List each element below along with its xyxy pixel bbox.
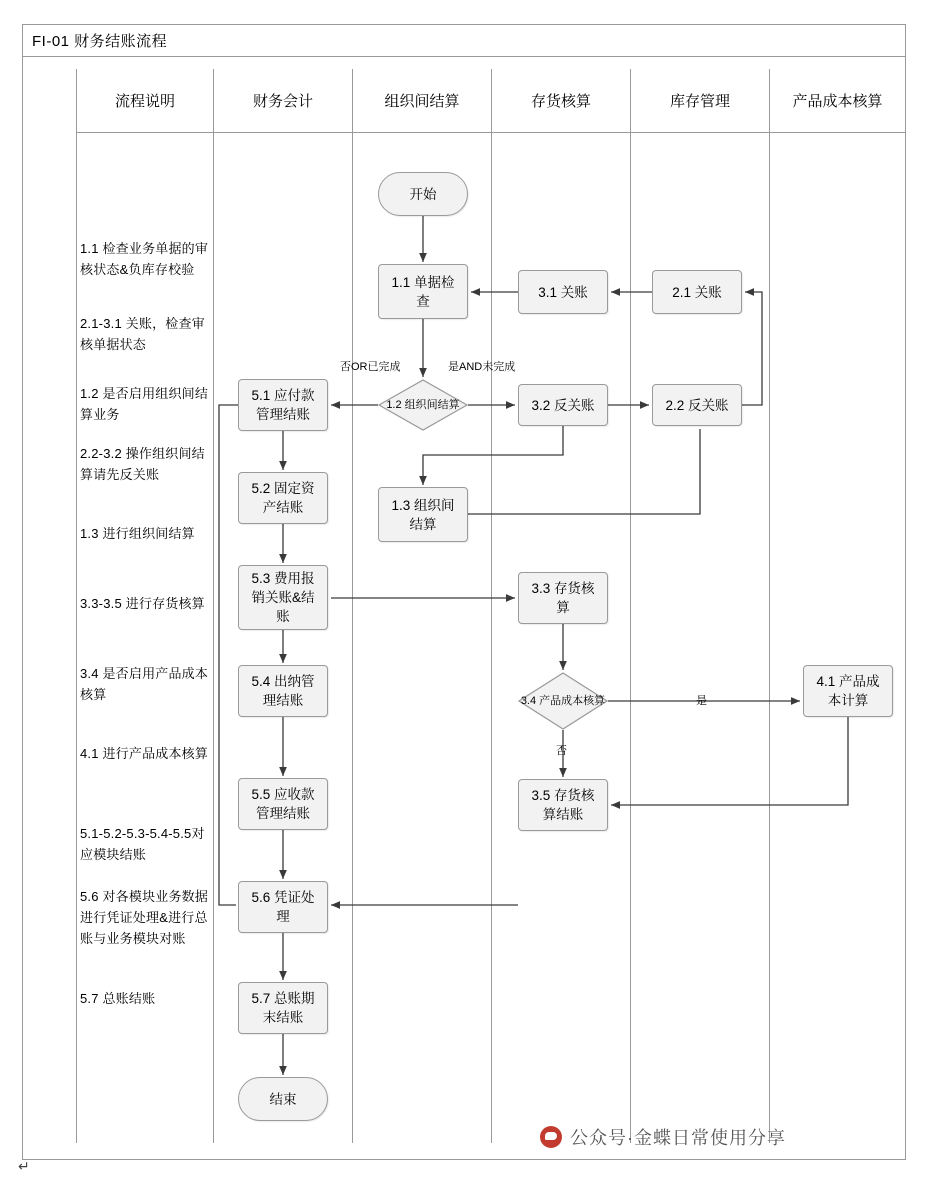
lane-label: 库存管理: [669, 93, 730, 110]
node-4-1-product-cost-calc[interactable]: [803, 665, 893, 717]
node-5-6-voucher-processing[interactable]: [238, 881, 328, 933]
node-label: 1.1 单据检查: [391, 274, 455, 309]
lane-header-inter-org-settlement: [352, 69, 491, 133]
node-label: 5.3 费用报销关账&结账: [251, 571, 315, 624]
lane-header-process-desc: [76, 69, 213, 133]
edge-label-yes-and-undone: 是AND未完成: [448, 361, 516, 373]
page-title: FI-01 财务结账流程: [32, 32, 168, 50]
desc-item: 1.2 是否启用组织间结算业务: [80, 386, 209, 422]
node-label: 2.1 关账: [672, 284, 722, 300]
decision-1-2-inter-org-settlement[interactable]: [378, 379, 468, 431]
lane-label: 组织间结算: [384, 93, 460, 110]
lane-label: 流程说明: [114, 93, 175, 110]
node-label: 3.1 关账: [538, 284, 588, 300]
wechat-icon: [540, 1126, 562, 1148]
node-3-5-inventory-close[interactable]: [518, 779, 608, 831]
node-label: 1.3 组织间结算: [391, 497, 455, 532]
node-label: 5.7 总账期末结账: [251, 991, 315, 1025]
swimlane-header-row: [76, 69, 906, 133]
decision-3-4-product-cost-accounting[interactable]: [518, 672, 608, 730]
watermark-text: 公众号·金蝶日常使用分享: [570, 1128, 786, 1148]
document-title-bar: [22, 24, 906, 57]
node-label: 结束: [269, 1091, 297, 1107]
lane-label: 产品成本核算: [792, 93, 883, 110]
decision-label: 1.2 组织间结算: [386, 399, 460, 411]
node-5-2-fixed-asset-close[interactable]: [238, 472, 328, 524]
desc-item: 3.3-3.5 进行存货核算: [80, 596, 205, 611]
node-label: 3.3 存货核算: [531, 581, 595, 615]
node-label: 5.2 固定资产结账: [251, 481, 315, 515]
desc-item: 5.7 总账结账: [80, 991, 156, 1006]
decision-label: 3.4 产品成本核算: [520, 695, 606, 707]
node-label: 2.2 反关账: [665, 397, 729, 413]
node-label: 开始: [409, 186, 437, 202]
node-2-1-close-account[interactable]: [652, 270, 742, 314]
lane-body-product-cost-accounting: [769, 133, 906, 1143]
node-3-2-reopen-account[interactable]: [518, 384, 608, 426]
node-1-3-inter-org-settlement[interactable]: [378, 487, 468, 542]
desc-item: 2.2-3.2 操作组织间结算请先反关账: [80, 446, 205, 482]
node-2-2-reopen-account[interactable]: [652, 384, 742, 426]
node-5-5-ar-close[interactable]: [238, 778, 328, 830]
edge-label-yes: 是: [696, 695, 707, 707]
node-3-1-close-account[interactable]: [518, 270, 608, 314]
node-start[interactable]: [378, 172, 468, 216]
node-label: 3.2 反关账: [531, 397, 595, 413]
node-label: 5.5 应收款管理结账: [251, 787, 315, 821]
paragraph-mark: ↵: [18, 1158, 30, 1174]
node-label: 5.1 应付款管理结账: [251, 388, 315, 422]
node-label: 5.6 凭证处理: [251, 890, 315, 924]
watermark: [540, 1124, 786, 1150]
process-description-column: [76, 133, 213, 1143]
edge-label-no: 否: [556, 745, 567, 757]
desc-item: 1.1 检查业务单据的审核状态&负库存校验: [80, 241, 209, 277]
edge-label-no-or-done: 否OR已完成: [340, 361, 401, 373]
lane-header-inventory-management: [630, 69, 769, 133]
node-1-1-document-check[interactable]: [378, 264, 468, 319]
node-end[interactable]: [238, 1077, 328, 1121]
lane-label: 存货核算: [530, 93, 591, 110]
node-3-3-inventory-accounting[interactable]: [518, 572, 608, 624]
desc-item: 2.1-3.1 关账，检查审核单据状态: [80, 316, 205, 352]
node-label: 5.4 出纳管理结账: [251, 674, 315, 708]
lane-header-product-cost-accounting: [769, 69, 906, 133]
desc-item: 5.1-5.2-5.3-5.4-5.5对应模块结账: [80, 826, 205, 862]
desc-item: 5.6 对各模块业务数据进行凭证处理&进行总账与业务模块对账: [80, 889, 209, 946]
node-5-1-ap-close[interactable]: [238, 379, 328, 431]
desc-item: 1.3 进行组织间结算: [80, 526, 195, 541]
lane-header-financial-accounting: [213, 69, 352, 133]
node-label: 4.1 产品成本计算: [816, 674, 880, 708]
node-label: 3.5 存货核算结账: [531, 788, 595, 822]
node-5-7-gl-period-close[interactable]: [238, 982, 328, 1034]
lane-label: 财务会计: [252, 93, 313, 110]
node-5-3-expense-close[interactable]: [238, 565, 328, 630]
lane-header-inventory-accounting: [491, 69, 630, 133]
node-5-4-cashier-close[interactable]: [238, 665, 328, 717]
desc-item: 4.1 进行产品成本核算: [80, 746, 209, 761]
desc-item: 3.4 是否启用产品成本核算: [80, 666, 209, 702]
